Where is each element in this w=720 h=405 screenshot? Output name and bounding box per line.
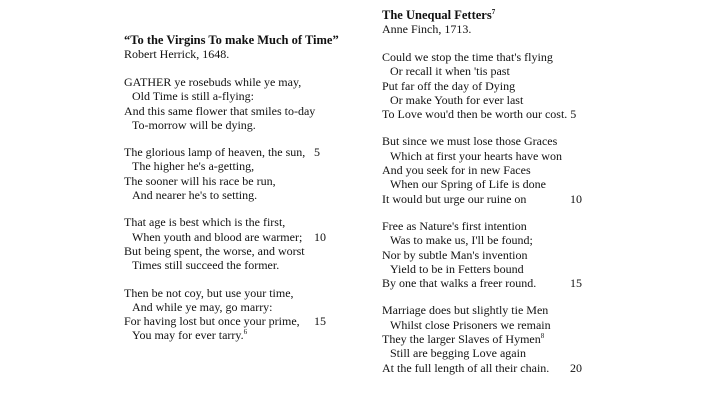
poem-line [382, 303, 712, 317]
poem-line-text: Nor by subtle Man's invention [382, 247, 528, 262]
footnote-marker: 6 [243, 328, 248, 337]
poem-body [382, 50, 712, 375]
poem-line [124, 314, 364, 328]
poem-line-text: When youth and blood are warmer; [132, 229, 303, 244]
poem-line [382, 361, 712, 375]
poem-byline: Anne Finch, 1713. [382, 22, 472, 36]
poem-body [124, 75, 364, 343]
poem-line-text: And nearer he's to setting. [132, 188, 258, 203]
poem-line [382, 248, 712, 262]
poem-line [124, 159, 364, 173]
stanza [124, 145, 364, 202]
poem-line [124, 145, 364, 159]
poem-line [124, 300, 364, 314]
poem-line-text: Yield to be in Fetters bound [390, 261, 524, 276]
poem-line-text: And while ye may, go marry: [132, 299, 273, 314]
line-number: 10 [570, 191, 582, 206]
poem-line [124, 286, 364, 300]
poem-line [124, 215, 364, 229]
poem-line-text: And you seek for in new Faces [382, 163, 531, 178]
poem-line [382, 318, 712, 332]
stanza [382, 50, 712, 121]
poem-byline: Robert Herrick, 1648. [124, 47, 230, 61]
poem-title [382, 8, 712, 22]
poem-line-text: Which at first your hearts have won [390, 148, 562, 163]
poem-line-text: But since we must lose those Graces [382, 134, 558, 149]
stanza [382, 303, 712, 374]
poem-title: “To the Virgins To make Much of Time” [124, 33, 339, 47]
poem-line-text: They the larger Slaves of Hymen [382, 332, 541, 347]
poem-line [382, 64, 712, 78]
poem-line [382, 276, 712, 290]
stanza [124, 286, 364, 343]
stanza [124, 215, 364, 272]
poem-line-text: For having lost but once your prime, [124, 314, 300, 329]
stanza [382, 219, 712, 290]
poem-line [382, 107, 712, 121]
poem-line [382, 79, 712, 93]
poem-line [382, 149, 712, 163]
poem-title-text: The Unequal Fetters [382, 8, 492, 22]
poem-line [124, 104, 364, 118]
poem-line-text: When our Spring of Life is done [390, 177, 546, 192]
poem-line [382, 346, 712, 360]
poem-line [382, 163, 712, 177]
poem-line [124, 89, 364, 103]
poem-line [124, 75, 364, 89]
poem-line-text: To Love wou'd then be worth our cost. 5 [382, 107, 577, 122]
poem-line-text: The higher he's a-getting, [132, 159, 255, 174]
poem-line-text: GATHER ye rosebuds while ye may, [124, 75, 302, 89]
poem-line [124, 188, 364, 202]
poem-line-text: The glorious lamp of heaven, the sun, [124, 145, 306, 160]
poem-line-text: Whilst close Prisoners we remain [390, 317, 551, 332]
poem-line-text: Could we stop the time that's flying [382, 50, 553, 64]
poem-line [124, 174, 364, 188]
poem-line [382, 177, 712, 191]
footnote-marker: 8 [540, 332, 545, 341]
poem-line-text: The sooner will his race be run, [124, 173, 276, 188]
poem-line [382, 233, 712, 247]
line-number: 10 [314, 229, 326, 244]
poem-line-text: Old Time is still a-flying: [132, 89, 255, 104]
poem-finch [382, 8, 712, 388]
poem-line-text: Free as Nature's first intention [382, 218, 527, 233]
poem-line-text: To-morrow will be dying. [132, 117, 256, 132]
poem-line-text: Marriage does but slightly tie Men [382, 303, 549, 318]
poem-line [382, 192, 712, 206]
poem-line-text: Still are begging Love again [390, 346, 526, 361]
poem-line-text: Times still succeed the former. [132, 258, 280, 273]
poem-line [124, 244, 364, 258]
stanza [124, 75, 364, 132]
poem-line-text: It would but urge our ruine on [382, 191, 527, 206]
poem-line-text: Was to make us, I'll be found; [390, 233, 533, 248]
stanza [382, 134, 712, 205]
poem-line-text: Or make Youth for ever last [390, 92, 524, 107]
poem-line-text: Then be not coy, but use your time, [124, 285, 294, 300]
poem-line-text: And this same flower that smiles to-day [124, 103, 316, 118]
footnote-marker: 7 [491, 7, 496, 16]
poem-line [382, 332, 712, 346]
poem-line [124, 258, 364, 272]
poem-line-text: Or recall it when 'tis past [390, 64, 510, 79]
poem-line [382, 50, 712, 64]
poem-line [382, 219, 712, 233]
poem-line [382, 93, 712, 107]
poem-line-text: At the full length of all their chain. [382, 360, 550, 375]
poem-herrick [124, 33, 364, 356]
poem-line [382, 262, 712, 276]
poem-line [124, 328, 364, 342]
line-number: 15 [314, 314, 326, 329]
poem-line-text: But being spent, the worse, and worst [124, 243, 305, 258]
poem-line-text: You may for ever tarry. [132, 328, 244, 343]
poem-line [124, 230, 364, 244]
poem-line-text: Put far off the day of Dying [382, 78, 516, 93]
line-number: 5 [314, 145, 320, 160]
poem-line [382, 134, 712, 148]
poem-line [124, 118, 364, 132]
line-number: 15 [570, 276, 582, 291]
poem-line-text: That age is best which is the first, [124, 215, 286, 230]
line-number: 20 [570, 360, 582, 375]
poem-line-text: By one that walks a freer round. [382, 276, 537, 291]
